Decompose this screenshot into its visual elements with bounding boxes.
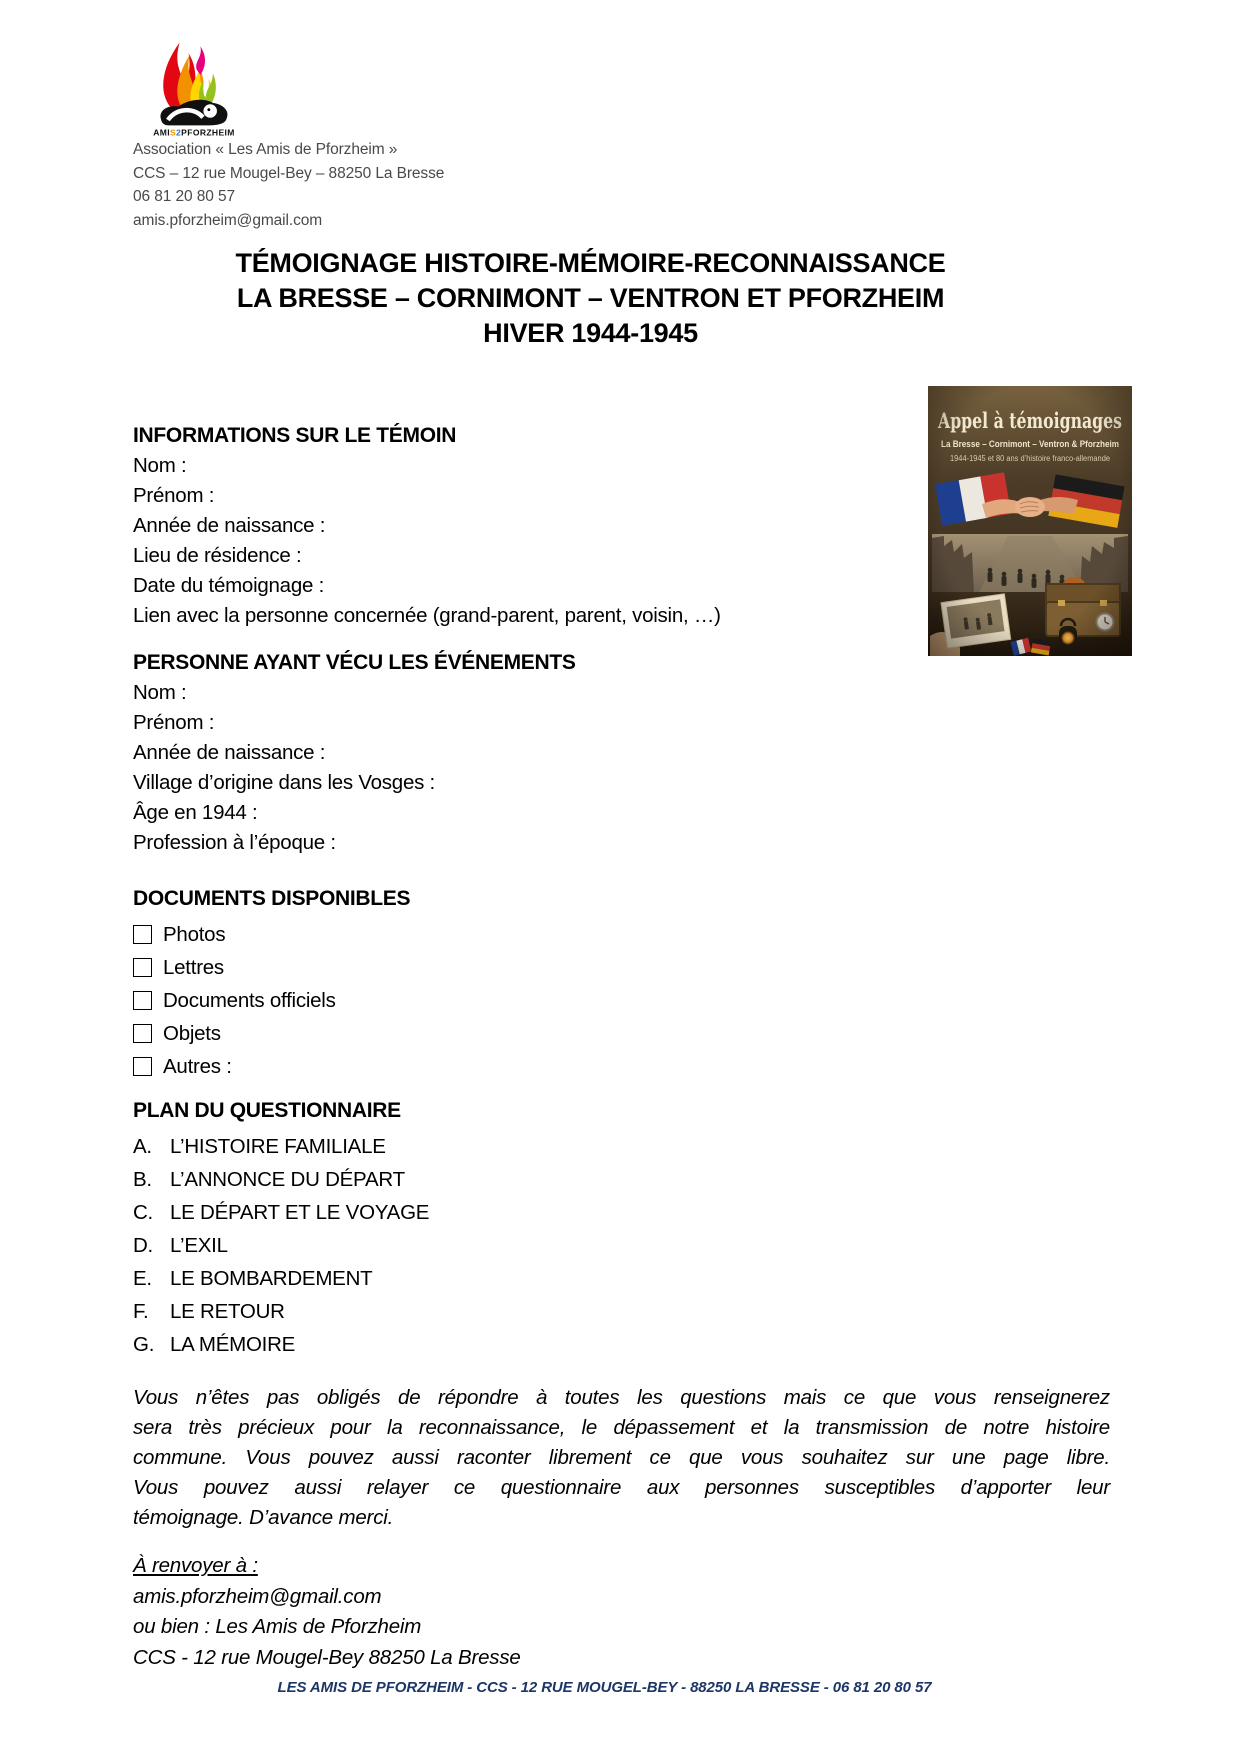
plan-item-c-letter: C. bbox=[133, 1201, 153, 1224]
poster-vignette bbox=[928, 386, 1132, 656]
field-personne-profession: Profession à l’époque : bbox=[133, 831, 336, 854]
reply-address: CCS - 12 rue Mougel-Bey 88250 La Bresse bbox=[133, 1645, 521, 1669]
note-line-5: témoignage. D’avance merci. bbox=[133, 1506, 394, 1529]
plan-item-d bbox=[133, 1229, 429, 1262]
plan-item-g bbox=[133, 1328, 429, 1361]
plan-item-c-label: LE DÉPART ET LE VOYAGE bbox=[170, 1201, 430, 1224]
association-contact-block bbox=[133, 138, 444, 232]
checkbox-row-photos bbox=[133, 918, 410, 951]
plan-item-e-letter: E. bbox=[133, 1267, 152, 1290]
field-personne-age-1944: Âge en 1944 : bbox=[133, 801, 258, 824]
section-documents-heading: DOCUMENTS DISPONIBLES bbox=[133, 887, 411, 910]
reply-alt: ou bien : Les Amis de Pforzheim bbox=[133, 1615, 422, 1638]
title-line-2: LA BRESSE – CORNIMONT – VENTRON ET PFORZHEIM bbox=[236, 283, 945, 313]
checkbox-row-objets bbox=[133, 1017, 410, 1050]
field-personne-village-origine: Village d’origine dans les Vosges : bbox=[133, 771, 435, 794]
field-personne-prenom: Prénom : bbox=[133, 711, 215, 734]
plan-item-c bbox=[133, 1196, 429, 1229]
checkbox-documents-officiels-label: Documents officiels bbox=[163, 988, 336, 1012]
checkbox-lettres[interactable] bbox=[133, 958, 152, 977]
association-phone: 06 81 20 80 57 bbox=[133, 188, 236, 205]
title-line-1: TÉMOIGNAGE HISTOIRE-MÉMOIRE-RECONNAISSANCE bbox=[235, 248, 946, 278]
note-paragraph bbox=[133, 1383, 1110, 1533]
plan-item-d-label: L’EXIL bbox=[170, 1234, 228, 1257]
title-line-3: HIVER 1944-1945 bbox=[483, 318, 698, 348]
checkbox-row-documents-officiels bbox=[133, 984, 410, 1017]
plan-item-a bbox=[133, 1130, 429, 1163]
field-temoin-lieu-residence: Lieu de résidence : bbox=[133, 544, 302, 567]
plan-item-a-label: L’HISTOIRE FAMILIALE bbox=[170, 1135, 386, 1158]
plan-item-b-letter: B. bbox=[133, 1168, 152, 1191]
field-temoin-annee-naissance: Année de naissance : bbox=[133, 514, 326, 537]
note-line-4: Vous pouvez aussi relayer ce questionnaire aux personnes susceptibles d’apporter leur bbox=[133, 1476, 1110, 1499]
reply-heading: À renvoyer à : bbox=[133, 1554, 258, 1577]
plan-item-e bbox=[133, 1262, 429, 1295]
plan-item-g-letter: G. bbox=[133, 1333, 155, 1356]
checkbox-row-lettres bbox=[133, 951, 410, 984]
checkbox-photos-label: Photos bbox=[163, 922, 226, 946]
reply-email: amis.pforzheim@gmail.com bbox=[133, 1584, 382, 1608]
association-flame-logo bbox=[149, 24, 239, 144]
note-line-2: sera très précieux pour la reconnaissance, le dépassement et la transmission de notre histoire bbox=[133, 1416, 1110, 1439]
checkbox-lettres-label: Lettres bbox=[163, 955, 224, 979]
plan-item-a-letter: A. bbox=[133, 1135, 152, 1158]
logo-animal-eye bbox=[207, 108, 210, 111]
plan-item-f-letter: F. bbox=[133, 1300, 149, 1323]
page-footer: LES AMIS DE PFORZHEIM - CCS - 12 RUE MOUGEL-BEY - 88250 LA BRESSE - 06 81 20 80 57 bbox=[277, 1679, 932, 1696]
note-line-3: commune. Vous pouvez aussi raconter librement ce que vous souhaitez sur une page libre. bbox=[133, 1446, 1110, 1469]
section-documents bbox=[133, 884, 410, 1083]
note-line-1: Vous n’êtes pas obligés de répondre à toutes les questions mais ce que vous renseignerez bbox=[133, 1386, 1110, 1409]
plan-item-b bbox=[133, 1163, 429, 1196]
checkbox-objets-label: Objets bbox=[163, 1021, 221, 1045]
flame-magenta bbox=[196, 46, 205, 75]
logo-wordmark: AMIS2PFORZHEIM bbox=[153, 127, 235, 138]
reply-block bbox=[133, 1551, 521, 1673]
appel-temoignages-poster bbox=[928, 386, 1132, 656]
field-temoin-nom: Nom : bbox=[133, 454, 187, 477]
field-temoin-date-temoignage: Date du témoignage : bbox=[133, 574, 325, 597]
section-plan-heading: PLAN DU QUESTIONNAIRE bbox=[133, 1099, 401, 1122]
checkbox-autres-label: Autres : bbox=[163, 1054, 232, 1078]
plan-item-d-letter: D. bbox=[133, 1234, 153, 1257]
section-personne bbox=[133, 648, 576, 858]
plan-item-f bbox=[133, 1295, 429, 1328]
association-email: amis.pforzheim@gmail.com bbox=[133, 211, 323, 229]
plan-item-f-label: LE RETOUR bbox=[170, 1300, 285, 1323]
field-personne-annee-naissance: Année de naissance : bbox=[133, 741, 326, 764]
section-plan bbox=[133, 1096, 429, 1361]
section-temoin-heading: INFORMATIONS SUR LE TÉMOIN bbox=[133, 424, 457, 447]
association-address: CCS – 12 rue Mougel-Bey – 88250 La Bresse bbox=[133, 164, 445, 182]
checkbox-objets[interactable] bbox=[133, 1024, 152, 1043]
field-personne-nom: Nom : bbox=[133, 681, 187, 704]
plan-item-b-label: L’ANNONCE DU DÉPART bbox=[170, 1168, 405, 1191]
plan-item-e-label: LE BOMBARDEMENT bbox=[170, 1267, 373, 1290]
logo-animal-head bbox=[203, 104, 217, 118]
association-name: Association « Les Amis de Pforzheim » bbox=[133, 141, 398, 158]
field-temoin-prenom: Prénom : bbox=[133, 484, 215, 507]
field-temoin-lien-personne: Lien avec la personne concernée (grand-parent, parent, voisin, …) bbox=[133, 604, 721, 627]
document-title bbox=[133, 246, 1048, 351]
section-personne-heading: PERSONNE AYANT VÉCU LES ÉVÉNEMENTS bbox=[133, 651, 576, 674]
checkbox-autres[interactable] bbox=[133, 1057, 152, 1076]
checkbox-documents-officiels[interactable] bbox=[133, 991, 152, 1010]
section-temoin bbox=[133, 421, 721, 631]
checkbox-photos[interactable] bbox=[133, 925, 152, 944]
checkbox-row-autres bbox=[133, 1050, 410, 1083]
plan-item-g-label: LA MÉMOIRE bbox=[170, 1333, 296, 1356]
